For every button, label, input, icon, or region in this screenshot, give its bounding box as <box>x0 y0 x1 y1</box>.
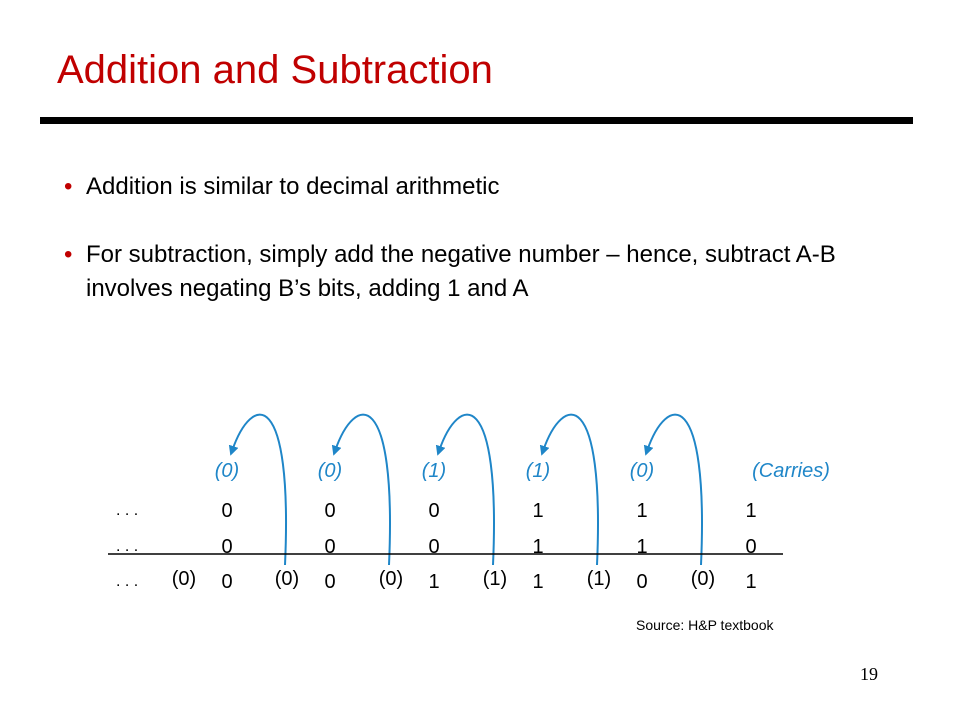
operand-a-digit: 1 <box>532 500 544 522</box>
sum-digit: 1 <box>745 571 757 593</box>
source-credit: Source: H&P textbook <box>636 617 774 633</box>
operand-a-digit: 1 <box>745 500 757 522</box>
bullet-item <box>62 170 922 204</box>
operand-a-digit: 0 <box>221 500 233 522</box>
slide-title: Addition and Subtraction <box>57 48 493 92</box>
sum-digit: 0 <box>324 571 336 593</box>
operand-b-digit: 0 <box>324 536 336 558</box>
carry-out-value: (1) <box>586 568 612 590</box>
bullet-text: For subtraction, simply add the negative number – hence, subtract A-B involves negating B’s bits, adding 1 and A <box>86 241 836 302</box>
carry-value: (0) <box>317 460 343 482</box>
operand-b-digit: 0 <box>221 536 233 558</box>
row-ellipsis: . . . <box>116 502 139 519</box>
bullet-list <box>62 170 922 340</box>
carry-value: (1) <box>525 460 551 482</box>
carry-value: (1) <box>421 460 447 482</box>
bullet-text: Addition is similar to decimal arithmetic <box>86 173 500 200</box>
row-ellipsis: . . . <box>116 538 139 555</box>
carry-arrows <box>232 415 702 565</box>
carry-out-value: (0) <box>690 568 716 590</box>
bullet-dot-icon: • <box>64 173 73 200</box>
carry-out-value: (0) <box>274 568 300 590</box>
page-number: 19 <box>860 664 878 684</box>
title-divider <box>40 117 913 124</box>
operand-b-digit: 1 <box>532 536 544 558</box>
bullet-dot-icon: • <box>64 241 73 268</box>
sum-digit: 0 <box>636 571 648 593</box>
row-ellipsis: . . . <box>116 573 139 590</box>
carry-arrow <box>439 415 494 565</box>
operand-b-digit: 1 <box>636 536 648 558</box>
carry-value: (0) <box>214 460 240 482</box>
carry-arrow <box>335 415 390 565</box>
operand-b-digit: 0 <box>745 536 757 558</box>
carry-arrow <box>232 415 286 565</box>
binary-addition-diagram <box>100 405 860 605</box>
sum-digit: 0 <box>221 571 233 593</box>
carry-arrow <box>647 415 702 565</box>
carry-out-value: (1) <box>482 568 508 590</box>
sum-digit: 1 <box>428 571 440 593</box>
carry-value: (0) <box>629 460 655 482</box>
addition-table <box>116 460 830 593</box>
carry-arrow <box>543 415 598 565</box>
operand-a-digit: 0 <box>324 500 336 522</box>
sum-digit: 1 <box>532 571 544 593</box>
operand-b-digit: 0 <box>428 536 440 558</box>
carry-out-value: (0) <box>171 568 197 590</box>
operand-a-digit: 0 <box>428 500 440 522</box>
bullet-item <box>62 238 922 306</box>
carry-out-value: (0) <box>378 568 404 590</box>
operand-a-digit: 1 <box>636 500 648 522</box>
carries-label: (Carries) <box>752 460 830 482</box>
